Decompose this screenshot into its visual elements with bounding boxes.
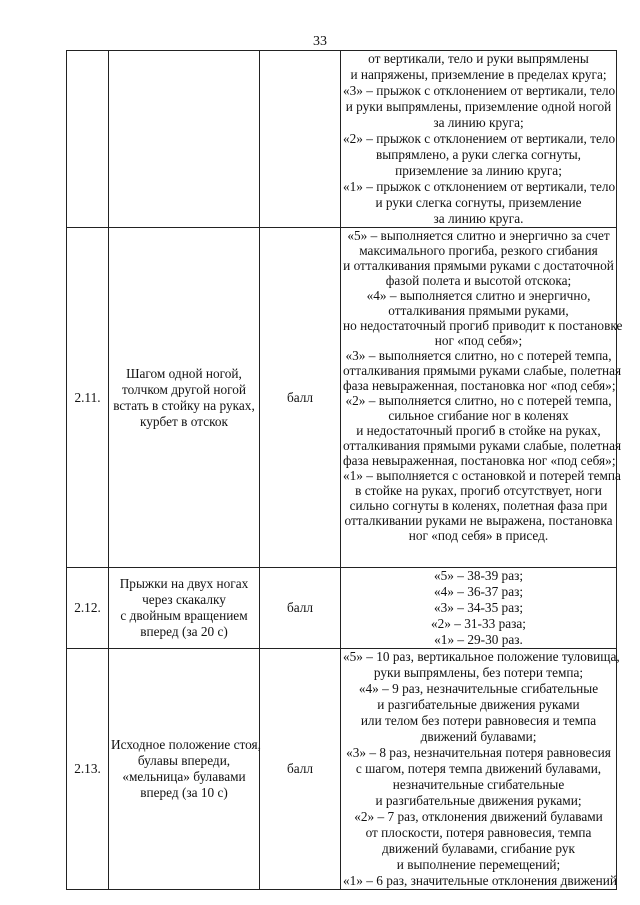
criteria-line: «2» – прыжок с отклонением от вертикали, тело: [343, 131, 616, 146]
criteria-line: и разгибательные движения руками: [377, 697, 580, 712]
criteria-line: руки выпрямлены, без потери темпа;: [373, 665, 584, 680]
criteria-cell: [341, 649, 620, 890]
criteria-cell: [341, 228, 623, 568]
unit-cell: [260, 228, 341, 568]
criteria-line: «3» – прыжок с отклонением от вертикали, тело: [343, 83, 616, 98]
criteria-line: незначительные сгибательные: [392, 777, 565, 792]
unit: балл: [286, 761, 314, 776]
criteria-line: «3» – 8 раз, незначительная потеря равновесия: [346, 745, 611, 760]
criteria-line: «4» – выполняется слитно и энергично,: [366, 288, 591, 303]
row-number-cell: [67, 649, 109, 890]
criteria-line: отталкивании руками не выражена, постановка: [344, 513, 613, 528]
row-number-cell: [67, 228, 109, 568]
criteria-line: и разгибательные движения руками;: [375, 793, 582, 808]
criteria-line: «2» – выполняется слитно, но с потерей темпа,: [345, 393, 612, 408]
criteria-line: «4» – 36-37 раз;: [433, 584, 524, 599]
exercise-name-line: через скакалку: [142, 592, 226, 607]
criteria-cell: [341, 568, 617, 649]
table-row: [67, 228, 617, 568]
exercise-name-line: вперед (за 20 с): [140, 624, 228, 639]
criteria-line: фаза невыраженная, постановка ног «под себя»;: [343, 378, 616, 393]
exercise-name-line: Прыжки на двух ногах: [119, 576, 249, 591]
exercise-name-line: Исходное положение стоя,: [111, 737, 261, 752]
table-row: [67, 649, 617, 890]
criteria-line: «1» – прыжок с отклонением от вертикали, тело: [343, 179, 616, 194]
exercise-name-cell: [109, 649, 260, 890]
unit: балл: [286, 389, 314, 405]
criteria-line: и напряжены, приземление в пределах круга;: [350, 67, 607, 82]
criteria-line: от плоскости, потеря равновесия, темпа: [365, 825, 592, 840]
criteria-line: и выполнение перемещений;: [396, 857, 561, 872]
exercise-name-line: курбет в отскок: [139, 413, 229, 429]
criteria-line: отталкивания прямыми руками слабые, полетная: [343, 438, 622, 453]
criteria-line: «1» – 29-30 раз.: [434, 632, 523, 647]
criteria-line: «4» – 9 раз, незначительные сгибательные: [358, 681, 599, 696]
criteria-line: но недостаточный прогиб приводит к постановке: [343, 318, 623, 333]
criteria-line: движений булавами, сгибание рук: [382, 841, 575, 856]
row-number: 2.13.: [74, 761, 101, 776]
criteria-line: «3» – выполняется слитно, но с потерей темпа,: [345, 348, 612, 363]
criteria-line: или телом без потери равновесия и темпа: [360, 713, 597, 728]
criteria-line: и недостаточный прогиб в стойке на руках,: [356, 423, 601, 438]
exercise-name-cell: [109, 51, 260, 228]
criteria-line: фазой полета и высотой отскока;: [385, 273, 572, 288]
criteria-line: фаза невыраженная, постановка ног «под себя»;: [343, 453, 616, 468]
criteria-line: ног «под себя» в присед.: [408, 528, 549, 543]
exercise-name-line: Шагом одной ногой,: [126, 365, 242, 381]
criteria-line: «5» – выполняется слитно и энергично за счет: [347, 228, 610, 243]
criteria-line: «3» – 34-35 раз;: [433, 600, 524, 615]
criteria-line: за линию круга;: [433, 115, 524, 130]
criteria-line: ног «под себя»;: [434, 333, 523, 348]
criteria-line: с шагом, потеря темпа движений булавами,: [355, 761, 602, 776]
criteria-line: «1» – 6 раз, значительные отклонения движений: [343, 873, 618, 888]
criteria-line: «1» – выполняется с остановкой и потерей темпа: [343, 468, 621, 483]
criteria-line: сильное сгибание ног в коленях: [388, 408, 569, 423]
unit: балл: [286, 600, 314, 615]
criteria-line: выпрямлено, а руки слегка согнуты,: [376, 147, 581, 162]
criteria-line: в стойке на руках, прогиб отсутствует, ноги: [355, 483, 602, 498]
exercise-name-cell: [109, 228, 260, 568]
row-number-cell: [67, 568, 109, 649]
exercise-name-line: вперед (за 10 с): [140, 785, 228, 800]
criteria-line: «5» – 10 раз, вертикальное положение туловища,: [343, 649, 620, 664]
norms-table: [66, 50, 623, 890]
criteria-line: «2» – 7 раз, отклонения движений булавами: [354, 809, 603, 824]
criteria-line: за линию круга.: [433, 211, 524, 226]
exercise-name-line: толчком другой ногой: [121, 381, 247, 397]
row-number-cell: [67, 51, 109, 228]
page-number: 33: [313, 34, 327, 49]
criteria-line: движений булавами;: [420, 729, 537, 744]
unit-cell: [260, 51, 341, 228]
criteria-line: и руки слегка согнуты, приземление: [375, 195, 582, 210]
row-number: 2.12.: [74, 600, 101, 615]
criteria-line: и руки выпрямлены, приземление одной ногой: [345, 99, 612, 114]
criteria-line: отталкивания прямыми руками слабые, полетная: [343, 363, 622, 378]
criteria-line: максимального прогиба, резкого сгибания: [359, 243, 598, 258]
table-row: [67, 568, 617, 649]
exercise-name-line: с двойным вращением: [120, 608, 248, 623]
criteria-line: «5» – 38-39 раз;: [433, 568, 524, 583]
unit-cell: [260, 568, 341, 649]
criteria-line: и отталкивания прямыми руками с достаточной: [343, 258, 614, 273]
unit-cell: [260, 649, 341, 890]
exercise-name-line: встать в стойку на руках,: [113, 397, 255, 413]
row-number: 2.11.: [74, 389, 101, 405]
criteria-line: от вертикали, тело и руки выпрямлены: [368, 51, 589, 66]
criteria-line: сильно согнуты в коленях, полетная фаза при: [349, 498, 608, 513]
criteria-line: приземление за линию круга;: [395, 163, 562, 178]
exercise-name-line: «мельница» булавами: [122, 769, 246, 784]
exercise-name-cell: [109, 568, 260, 649]
table-row: [67, 51, 617, 228]
criteria-cell: [341, 51, 617, 228]
criteria-line: отталкивания прямыми руками,: [388, 303, 569, 318]
exercise-name-line: булавы впереди,: [137, 753, 231, 768]
criteria-line: «2» – 31-33 раза;: [431, 616, 526, 631]
